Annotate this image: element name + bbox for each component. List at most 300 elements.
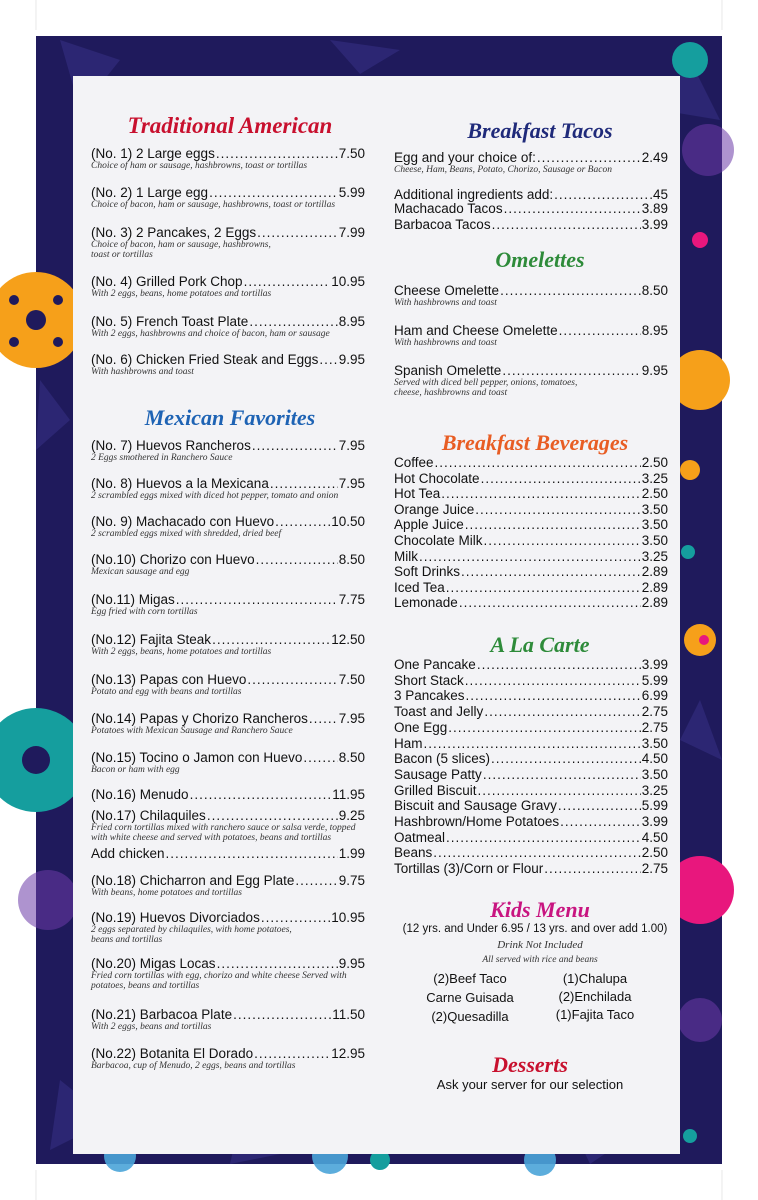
- menu-item: [91, 185, 365, 210]
- menu-item: [394, 471, 668, 486]
- menu-item-name: Grilled Biscuit: [394, 782, 477, 798]
- menu-item-row: [91, 146, 365, 161]
- menu-item-row: [91, 552, 365, 567]
- dot-leader: [441, 486, 640, 501]
- menu-item: [394, 830, 668, 845]
- dot-leader: [435, 455, 641, 470]
- menu-item-name: (No. 4) Grilled Pork Chop: [91, 274, 243, 289]
- menu-item-name: (No.14) Papas y Chorizo Rancheros: [91, 711, 308, 726]
- menu-item-row: [394, 549, 668, 564]
- menu-item-name: Sausage Patty: [394, 766, 482, 782]
- menu-item-row: [394, 751, 668, 766]
- menu-item-name: (No. 3) 2 Pancakes, 2 Eggs: [91, 225, 257, 240]
- menu-item-price: 2.89: [641, 595, 668, 611]
- menu-item-description: Bacon or ham with egg: [91, 765, 180, 775]
- menu-item-description: 2 scrambled eggs mixed with diced hot pepper, tomato and onion: [91, 491, 339, 501]
- menu-item-row: [394, 720, 668, 735]
- menu-item-price: 2.75: [641, 704, 668, 720]
- dot-leader: [558, 798, 641, 813]
- menu-item-price: 5.99: [641, 798, 668, 814]
- menu-item-row: [394, 830, 668, 845]
- menu-item-price: 3.25: [641, 548, 668, 564]
- menu-item-row: [394, 861, 668, 876]
- dot-leader: [466, 688, 641, 703]
- menu-item-description: Choice of bacon, ham or sausage, hashbrowns, toast or tortillas: [91, 240, 271, 260]
- menu-item-name: Hot Tea: [394, 486, 441, 502]
- menu-item-price: 3.99: [641, 217, 668, 232]
- menu-item-description: Choice of ham or sausage, hashbrowns, toast or tortillas: [91, 161, 308, 171]
- menu-item-name: (No.10) Chorizo con Huevo: [91, 552, 255, 567]
- menu-item-row: [394, 580, 668, 595]
- menu-item-description: With 2 eggs, beans, home potatoes and tortillas: [91, 289, 272, 299]
- dot-leader: [270, 476, 338, 491]
- menu-item-price: 8.50: [338, 750, 365, 765]
- menu-item: [394, 486, 668, 501]
- dot-leader: [475, 502, 640, 517]
- dot-leader: [247, 672, 337, 687]
- dot-leader: [303, 750, 337, 765]
- kids-item: (2)Enchilada: [558, 989, 632, 1004]
- section-title-breakfast-tacos: Breakfast Tacos: [467, 118, 613, 143]
- section-title-breakfast-beverages: Breakfast Beverages: [441, 430, 629, 455]
- menu-item-name: Lemonade: [394, 595, 458, 611]
- menu-item-description: 2 scrambled eggs mixed with shredded, dried beef: [91, 529, 282, 539]
- menu-item-name: (No. 2) 1 Large egg: [91, 185, 209, 200]
- menu-item-row: [91, 1007, 365, 1022]
- menu-item: [91, 1046, 365, 1071]
- menu-item-name: Oatmeal: [394, 829, 446, 845]
- dot-leader: [504, 201, 641, 216]
- menu-item-price: 8.50: [641, 283, 668, 298]
- menu-item-name: Spanish Omelette: [394, 363, 502, 378]
- menu-item-row: [394, 688, 668, 703]
- menu-item-row: [91, 846, 365, 861]
- menu-item: [394, 323, 668, 348]
- menu-item-row: [394, 486, 668, 501]
- menu-item: [394, 673, 668, 688]
- menu-item: [394, 845, 668, 860]
- kids-pricing: (12 yrs. and Under 6.95 / 13 yrs. and over add 1.00): [402, 923, 668, 935]
- menu-item-row: [394, 736, 668, 751]
- dot-leader: [554, 187, 648, 202]
- menu-item-description: Choice of bacon, ham or sausage, hashbrowns, toast or tortillas: [91, 200, 336, 210]
- menu-item: [91, 438, 365, 463]
- menu-item-row: [91, 1046, 365, 1061]
- dot-leader: [459, 595, 641, 610]
- menu-item-row: [91, 225, 365, 240]
- menu-item-price: 2.50: [641, 486, 668, 502]
- menu-item-price: 9.95: [641, 363, 668, 378]
- dot-leader: [502, 363, 640, 378]
- dot-leader: [537, 150, 641, 165]
- dot-leader: [477, 657, 641, 672]
- menu-item-price: 11.50: [332, 1007, 365, 1022]
- dot-leader: [252, 438, 338, 453]
- menu-item-row: [394, 673, 668, 688]
- menu-item-name: (No.17) Chilaquiles: [91, 808, 206, 823]
- menu-item-price: 3.89: [641, 201, 668, 216]
- dot-leader: [544, 861, 640, 876]
- menu-item: [91, 225, 365, 260]
- menu-item-description: With 2 eggs, beans and tortillas: [91, 1022, 212, 1032]
- menu-item: [91, 476, 365, 501]
- section-title-omelettes: Omelettes: [495, 247, 585, 272]
- menu-item: [394, 720, 668, 735]
- menu-item: [91, 274, 365, 299]
- menu-item: [394, 798, 668, 813]
- menu-item-description: Barbacoa, cup of Menudo, 2 eggs, beans and tortillas: [91, 1061, 296, 1071]
- menu-item-price: 12.50: [331, 632, 365, 647]
- dot-leader: [500, 283, 641, 298]
- dot-leader: [491, 751, 641, 766]
- dot-leader: [233, 1007, 331, 1022]
- dot-leader: [465, 517, 641, 532]
- dot-leader: [216, 146, 338, 161]
- menu-item-name: (No. 8) Huevos a la Mexicana: [91, 476, 269, 491]
- menu-item-description: With 2 eggs, beans, home potatoes and tortillas: [91, 647, 272, 657]
- menu-item-price: 4.50: [641, 751, 668, 767]
- menu-item-name: Hashbrown/Home Potatoes: [394, 814, 560, 829]
- menu-item: [91, 910, 365, 945]
- dot-leader: [254, 1046, 330, 1061]
- menu-item-row: [394, 217, 668, 232]
- menu-item-price: 5.99: [641, 672, 668, 688]
- menu-item-description: 2 Eggs smothered in Ranchero Sauce: [91, 453, 233, 463]
- dot-leader: [249, 314, 337, 329]
- menu-item-price: 2.89: [641, 579, 668, 595]
- menu-item: [394, 688, 668, 703]
- menu-item: [394, 767, 668, 782]
- menu-item: [394, 455, 668, 470]
- menu-item-price: 7.95: [338, 711, 365, 726]
- menu-item-row: [394, 564, 668, 579]
- menu-item: [91, 632, 365, 657]
- menu-item-name: Coffee: [394, 455, 434, 470]
- menu-item-name: Machacado Tacos: [394, 201, 503, 216]
- menu-item-description: With hashbrowns and toast: [394, 338, 497, 348]
- menu-item-row: [394, 502, 668, 517]
- menu-item: [91, 146, 365, 171]
- kids-item: (1)Fajita Taco: [555, 1007, 635, 1022]
- menu-item: [394, 814, 668, 829]
- menu-item-row: [91, 592, 365, 607]
- menu-item-row: [91, 750, 365, 765]
- kids-item: (1)Chalupa: [562, 971, 628, 986]
- menu-item: [91, 672, 365, 697]
- menu-item-row: [91, 476, 365, 491]
- menu-item-row: [394, 533, 668, 548]
- menu-item-row: [394, 767, 668, 782]
- menu-item-name: Chocolate Milk: [394, 533, 483, 548]
- menu-item: [91, 787, 365, 802]
- menu-item-name: Add chicken: [91, 846, 165, 861]
- dot-leader: [319, 352, 337, 367]
- menu-item-name: Apple Juice: [394, 517, 464, 533]
- menu-item-row: [91, 438, 365, 453]
- dot-leader: [261, 910, 330, 925]
- menu-item: [91, 846, 365, 861]
- menu-item-price: 3.25: [641, 470, 668, 486]
- menu-item-price: 3.25: [641, 782, 668, 798]
- menu-item-price: 10.95: [331, 910, 365, 925]
- menu-item-name: (No.12) Fajita Steak: [91, 632, 212, 647]
- menu-item: [91, 352, 365, 377]
- menu-item-name: (No.18) Chicharron and Egg Plate: [91, 873, 295, 888]
- dot-leader: [446, 830, 641, 845]
- menu-item-row: [394, 363, 668, 378]
- menu-item: [394, 704, 668, 719]
- menu-item-name: (No. 6) Chicken Fried Steak and Eggs: [91, 352, 319, 367]
- menu-item-price: 3.99: [641, 814, 668, 829]
- dot-leader: [309, 711, 338, 726]
- menu-item: [91, 956, 365, 991]
- menu-item-name: Toast and Jelly: [394, 704, 484, 720]
- menu-item-name: (No. 5) French Toast Plate: [91, 314, 249, 329]
- dot-leader: [559, 323, 641, 338]
- dot-leader: [212, 632, 330, 647]
- dot-leader: [166, 846, 338, 861]
- menu-item: [394, 187, 668, 202]
- dot-leader: [492, 217, 641, 232]
- menu-item-row: [91, 873, 365, 888]
- menu-item-price: 7.95: [338, 476, 365, 491]
- menu-item: [91, 314, 365, 339]
- menu-item: [394, 549, 668, 564]
- menu-item-name: Tortillas (3)/Corn or Flour: [394, 861, 544, 877]
- dot-leader: [461, 564, 641, 579]
- dot-leader: [484, 533, 641, 548]
- kids-item: (2)Beef Taco: [433, 971, 507, 986]
- menu-item-price: 10.50: [331, 514, 365, 529]
- menu-item-description: With 2 eggs, hashbrowns and choice of bacon, ham or sausage: [91, 329, 330, 339]
- menu-item-name: One Pancake: [394, 657, 476, 672]
- menu-item-name: (No. 9) Machacado con Huevo: [91, 514, 275, 529]
- menu-item-row: [394, 471, 668, 486]
- menu-item: [394, 736, 668, 751]
- menu-item-name: One Egg: [394, 719, 448, 735]
- menu-item-name: Beans: [394, 845, 433, 861]
- menu-item: [394, 201, 668, 216]
- section-title-traditional-american: Traditional American: [127, 113, 333, 138]
- section-title-kids-menu: Kids Menu: [490, 897, 590, 922]
- menu-item-description: Served with diced bell pepper, onions, tomatoes, cheese, hashbrowns and toast: [394, 378, 578, 398]
- menu-item: [394, 150, 668, 175]
- kids-item: (2)Quesadilla: [431, 1009, 509, 1024]
- dot-leader: [424, 736, 641, 751]
- section-title-desserts: Desserts: [492, 1052, 568, 1077]
- menu-item-name: (No.21) Barbacoa Plate: [91, 1007, 233, 1022]
- menu-item-name: (No.15) Tocino o Jamon con Huevo: [91, 750, 303, 765]
- menu-item-name: Iced Tea: [394, 579, 445, 595]
- menu-item-description: With beans, home potatoes and tortillas: [91, 888, 242, 898]
- menu-item-row: [91, 956, 365, 971]
- menu-item-row: [394, 150, 668, 165]
- menu-item-description: With hashbrowns and toast: [91, 367, 194, 377]
- desserts-note: Ask your server for our selection: [436, 1077, 624, 1092]
- menu-item-price: 3.50: [641, 517, 668, 533]
- menu-item-description: 2 eggs separated by chilaquiles, with home potatoes, beans and tortillas: [91, 925, 292, 945]
- menu-item-row: [91, 514, 365, 529]
- menu-item: [394, 217, 668, 232]
- menu-item: [394, 564, 668, 579]
- menu-item-name: (No. 1) 2 Large eggs: [91, 146, 215, 161]
- dot-leader: [560, 814, 641, 829]
- menu-item-name: Ham and Cheese Omelette: [394, 323, 558, 338]
- menu-item: [394, 517, 668, 532]
- menu-item-price: 7.75: [338, 592, 365, 607]
- menu-item: [91, 873, 365, 898]
- menu-item: [394, 751, 668, 766]
- menu-item: [91, 1007, 365, 1032]
- menu-item-row: [91, 314, 365, 329]
- dot-leader: [478, 783, 641, 798]
- dot-leader: [209, 185, 338, 200]
- menu-item-row: [91, 711, 365, 726]
- menu-item-price: 6.99: [641, 688, 668, 704]
- menu-item-row: [91, 185, 365, 200]
- menu-item-price: 7.95: [338, 438, 365, 453]
- menu-item-description: Cheese, Ham, Beans, Potato, Chorizo, Sausage or Bacon: [394, 165, 612, 175]
- menu-item-name: Short Stack: [394, 672, 464, 688]
- menu-item-name: Bacon (5 slices): [394, 751, 491, 767]
- menu-item: [91, 552, 365, 577]
- kids-note-drink: Drink Not Included: [497, 939, 583, 951]
- menu-item-price: .45: [649, 187, 668, 202]
- menu-item: [394, 283, 668, 308]
- menu-item-row: [394, 187, 668, 202]
- menu-item-price: 10.95: [331, 274, 365, 289]
- dot-leader: [176, 592, 338, 607]
- menu-item-description: Mexican sausage and egg: [91, 567, 190, 577]
- menu-item-price: 3.99: [641, 657, 668, 672]
- dot-leader: [419, 549, 641, 564]
- dot-leader: [433, 845, 640, 860]
- dot-leader: [483, 767, 641, 782]
- menu-item-row: [91, 787, 365, 802]
- menu-item: [394, 580, 668, 595]
- menu-item-name: Hot Chocolate: [394, 470, 480, 486]
- menu-item-description: Potatoes with Mexican Sausage and Ranchero Sauce: [91, 726, 293, 736]
- menu-item-price: 8.95: [338, 314, 365, 329]
- menu-item-row: [394, 283, 668, 298]
- menu-item-price: 3.50: [641, 766, 668, 782]
- menu-item-price: 4.50: [641, 829, 668, 845]
- menu-item-row: [91, 808, 365, 823]
- menu-item-row: [394, 704, 668, 719]
- dot-leader: [257, 225, 338, 240]
- menu-item-name: Biscuit and Sausage Gravy: [394, 798, 557, 814]
- menu-item-row: [394, 814, 668, 829]
- dot-leader: [484, 704, 640, 719]
- menu-item-price: 9.25: [338, 808, 365, 823]
- menu-item-name: Egg and your choice of:: [394, 150, 536, 165]
- dot-leader: [207, 808, 338, 823]
- menu-item-name: Additional ingredients add:: [394, 187, 554, 202]
- menu-item-price: 5.99: [338, 185, 365, 200]
- menu-item: [394, 595, 668, 610]
- menu-item-price: 2.49: [641, 150, 668, 165]
- menu-item-price: 2.89: [641, 564, 668, 580]
- menu-item-row: [394, 783, 668, 798]
- menu-item-name: Orange Juice: [394, 501, 475, 517]
- menu-item: [394, 363, 668, 398]
- dot-leader: [217, 956, 338, 971]
- menu-item-name: (No.11) Migas: [91, 592, 175, 607]
- menu-item-row: [91, 274, 365, 289]
- menu-item: [91, 808, 365, 843]
- menu-item-row: [91, 632, 365, 647]
- menu-item-price: 9.95: [338, 956, 365, 971]
- menu-item: [394, 533, 668, 548]
- menu-item-name: Soft Drinks: [394, 564, 461, 580]
- menu-item-price: 3.50: [641, 533, 668, 548]
- kids-item: Carne Guisada: [426, 990, 514, 1005]
- menu-item-price: 7.99: [338, 225, 365, 240]
- menu-item-price: 1.99: [338, 846, 365, 861]
- menu-item-row: [91, 352, 365, 367]
- menu-item-row: [91, 910, 365, 925]
- menu-item-name: (No.19) Huevos Divorciados: [91, 910, 260, 925]
- menu-item-price: 2.50: [641, 845, 668, 861]
- menu-item-price: 3.50: [641, 735, 668, 751]
- menu-item-row: [394, 798, 668, 813]
- menu-item: [394, 657, 668, 672]
- menu-item-price: 3.50: [641, 501, 668, 517]
- menu-item-name: Ham: [394, 735, 423, 751]
- section-title-mexican-favorites: Mexican Favorites: [144, 405, 316, 430]
- menu-item: [394, 783, 668, 798]
- menu-item-name: Cheese Omelette: [394, 283, 500, 298]
- menu-item-description: Fried corn tortillas with egg, chorizo and white cheese Served with potatoes, beans and tortillas: [91, 971, 347, 991]
- dot-leader: [481, 471, 641, 486]
- menu-item: [91, 514, 365, 539]
- menu-item-price: 7.50: [338, 146, 365, 161]
- menu-item-name: (No.22) Botanita El Dorado: [91, 1046, 254, 1061]
- menu-item-name: (No.16) Menudo: [91, 787, 189, 802]
- menu-item-name: Barbacoa Tacos: [394, 217, 491, 232]
- menu-item-name: (No.20) Migas Locas: [91, 956, 216, 971]
- menu-item-price: 9.75: [338, 873, 365, 888]
- menu-item: [394, 502, 668, 517]
- kids-note-sides: All served with rice and beans: [482, 955, 598, 965]
- dot-leader: [465, 673, 641, 688]
- menu-item-price: 2.75: [641, 861, 668, 877]
- menu-item: [91, 592, 365, 617]
- dot-leader: [275, 514, 330, 529]
- dot-leader: [244, 274, 331, 289]
- menu-item-price: 9.95: [338, 352, 365, 367]
- menu-item-description: Fried corn tortillas mixed with ranchero sauce or salsa verde, topped with white cheese and served with potatoes, beans and tortillas: [91, 823, 356, 843]
- menu-item-row: [394, 517, 668, 532]
- menu-item-name: Milk: [394, 548, 418, 564]
- menu-item-row: [91, 672, 365, 687]
- menu-item: [394, 861, 668, 876]
- menu-item-price: 11.95: [332, 787, 365, 802]
- menu-item-price: 8.95: [641, 323, 668, 338]
- menu-item-row: [394, 657, 668, 672]
- menu-item-price: 8.50: [338, 552, 365, 567]
- menu-item: [91, 750, 365, 775]
- menu-item-price: 12.95: [331, 1046, 365, 1061]
- dot-leader: [446, 580, 641, 595]
- menu-item-name: (No. 7) Huevos Rancheros: [91, 438, 251, 453]
- menu-item: [91, 711, 365, 736]
- menu-item-price: 2.75: [641, 719, 668, 735]
- dot-leader: [295, 873, 337, 888]
- dot-leader: [190, 787, 332, 802]
- menu-item-price: 2.50: [641, 455, 668, 470]
- menu-item-row: [394, 455, 668, 470]
